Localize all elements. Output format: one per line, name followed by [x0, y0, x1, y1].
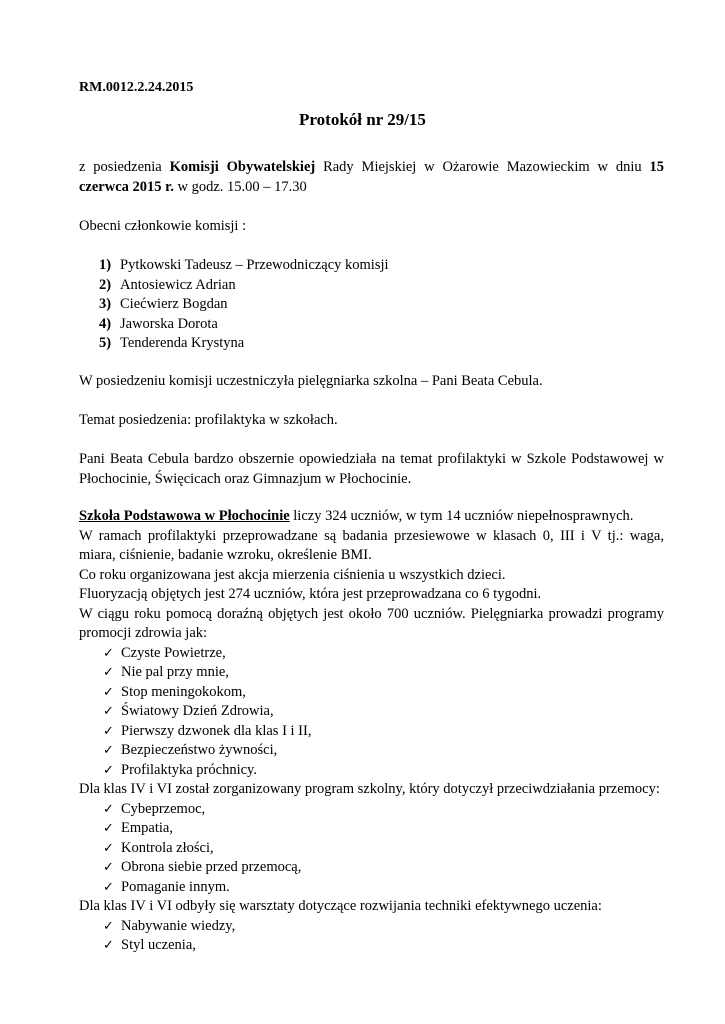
check-icon: ✓	[103, 723, 114, 739]
check-icon: ✓	[103, 762, 114, 778]
list-item-label: Pomaganie innym.	[121, 878, 230, 895]
member-number: 4)	[99, 315, 112, 332]
list-item-label: Cybeprzemoc,	[121, 800, 206, 817]
member-number: 3)	[99, 296, 112, 312]
school-name: Szkoła Podstawowa w Płochocinie	[79, 508, 290, 524]
document-reference: RM.0012.2.24.2015	[79, 80, 194, 95]
member-name: Antosiewicz Adrian	[120, 276, 236, 293]
check-icon: ✓	[103, 665, 114, 680]
list-item	[79, 722, 664, 742]
violence-program-intro: Dla klas IV i VI został zorganizowany program szkolny, który dotyczył przeciwdziałania przemocy:	[79, 781, 660, 797]
check-icon: ✓	[103, 938, 114, 953]
list-item-label: Nabywanie wiedzy,	[121, 917, 236, 934]
list-item-label: Czyste Powietrze,	[121, 644, 226, 661]
list-item	[79, 858, 664, 878]
list-item	[79, 644, 664, 664]
member-item	[79, 295, 664, 315]
member-name: Tenderenda Krystyna	[120, 335, 245, 351]
school-stats: liczy 324 uczniów, w tym 14 uczniów niepełnosprawnych.	[289, 508, 634, 524]
member-number: 5)	[99, 335, 112, 351]
intro-paragraph	[79, 158, 664, 197]
list-item	[79, 819, 664, 839]
list-item-label: Nie pal przy mnie,	[121, 664, 229, 680]
meeting-time: w godz. 15.00 – 17.30	[173, 178, 307, 195]
list-item	[79, 878, 664, 898]
member-item	[79, 334, 664, 354]
member-item	[79, 315, 664, 335]
check-icon: ✓	[103, 645, 114, 661]
learning-workshop-intro: Dla klas IV i VI odbyły się warsztaty dotyczące rozwijania techniki efektywnego uczenia:	[79, 898, 602, 914]
screening-text: W ramach profilaktyki przeprowadzane są badania przesiewowe w klasach 0, III i V tj.: waga, miara, ciśnienie, badanie wzroku, określenie BMI.	[79, 527, 664, 563]
list-item	[79, 761, 664, 781]
list-item	[79, 839, 664, 859]
guest-paragraph: W posiedzeniu komisji uczestniczyła pielęgniarka szkolna – Pani Beata Cebula.	[79, 373, 543, 389]
members-label: Obecni członkowie komisji :	[79, 218, 247, 234]
list-item-label: Bezpieczeństwo żywności,	[121, 742, 278, 758]
list-item	[79, 936, 664, 956]
list-item	[79, 917, 664, 937]
list-item	[79, 663, 664, 683]
health-programs-list	[79, 644, 664, 781]
intro-text-1: z posiedzenia	[79, 159, 170, 175]
member-item	[79, 256, 664, 276]
check-icon: ✓	[103, 801, 114, 817]
check-icon: ✓	[103, 684, 114, 700]
fluoridation-text: Fluoryzacją objętych jest 274 uczniów, która jest przeprowadzana co 6 tygodni.	[79, 586, 542, 602]
check-icon: ✓	[103, 879, 114, 895]
list-item-label: Profilaktyka próchnicy.	[121, 761, 257, 778]
committee-name: Komisji Obywatelskiej	[169, 159, 316, 175]
member-number: 2)	[99, 276, 112, 293]
list-item	[79, 800, 664, 820]
members-list	[79, 256, 664, 354]
school-section	[79, 507, 664, 956]
check-icon: ✓	[103, 860, 114, 875]
check-icon: ✓	[103, 704, 114, 719]
list-item-label: Stop meningokokom,	[121, 683, 246, 700]
document-title: Protokół nr 29/15	[299, 110, 426, 129]
member-name: Jaworska Dorota	[120, 315, 218, 332]
member-name: Pytkowski Tadeusz – Przewodniczący komisji	[120, 257, 389, 273]
intro-text-2: Rady Miejskiej w Ożarowie Mazowieckim w dniu	[315, 159, 650, 175]
list-item-label: Styl uczenia,	[121, 937, 196, 953]
list-item-label: Empatia,	[121, 820, 173, 836]
member-item	[79, 276, 664, 296]
member-name: Ciećwierz Bogdan	[120, 296, 228, 312]
list-item-label: Kontrola złości,	[121, 839, 214, 856]
check-icon: ✓	[103, 918, 114, 934]
list-item-label: Światowy Dzień Zdrowia,	[121, 703, 274, 719]
blood-pressure-text: Co roku organizowana jest akcja mierzenia ciśnienia u wszystkich dzieci.	[79, 566, 506, 583]
check-icon: ✓	[103, 840, 114, 856]
violence-program-list	[79, 800, 664, 898]
topic-paragraph: Temat posiedzenia: profilaktyka w szkołach.	[79, 412, 338, 428]
list-item-label: Pierwszy dzwonek dla klas I i II,	[121, 722, 312, 739]
learning-workshop-list	[79, 917, 664, 956]
list-item	[79, 683, 664, 703]
check-icon: ✓	[103, 821, 114, 836]
meeting-date: 15 czerwca 2015 r.	[79, 159, 664, 195]
first-aid-text: W ciągu roku pomocą doraźną objętych jest około 700 uczniów. Pielęgniarka prowadzi programy promocji zdrowia jak:	[79, 605, 664, 641]
list-item-label: Obrona siebie przed przemocą,	[121, 859, 302, 875]
list-item	[79, 741, 664, 761]
list-item	[79, 702, 664, 722]
check-icon: ✓	[103, 743, 114, 758]
overview-paragraph: Pani Beata Cebula bardzo obszernie opowiedziała na temat profilaktyki w Szkole Podstawowej w Płochocinie, Święcicach oraz Gimnazjum w Płochocinie.	[79, 451, 664, 487]
member-number: 1)	[99, 257, 112, 273]
